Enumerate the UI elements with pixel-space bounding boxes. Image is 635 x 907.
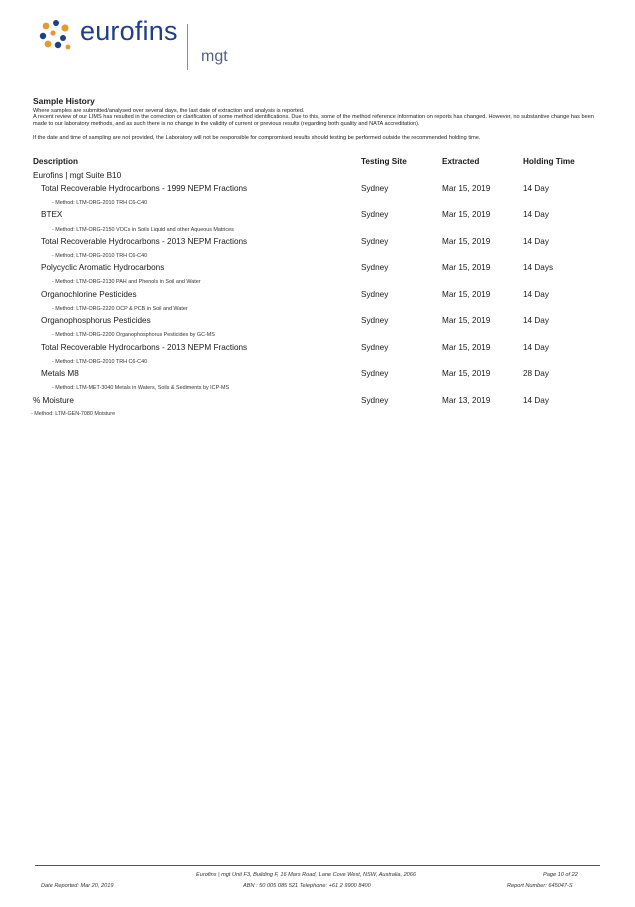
intro-text-3: If the date and time of sampling are not provided, the Laboratory will not be responsible for compromised results should testing be performed outside the recommended holding time. — [33, 135, 481, 141]
row-extracted: Mar 15, 2019 — [442, 290, 491, 299]
row-description: Metals M8 — [41, 369, 79, 378]
sub-brand: mgt — [201, 48, 228, 65]
row-holding: 28 Day — [523, 369, 549, 378]
table-row — [32, 263, 602, 277]
eurofins-logo — [38, 14, 258, 70]
header-testing-site: Testing Site — [361, 157, 407, 166]
intro-text-2: A recent review of our LIMS has resulted in the correction or clarification of some method identifications. Due to this, some of the method reference information on reports has changed. However, no substantive change has been made to our laboratory methods, and as such there is no change in the validity of current or previous results (regarding both quality and NATA accreditation). — [33, 114, 594, 127]
row-holding: 14 Day — [523, 184, 549, 193]
header-holding-time: Holding Time — [523, 157, 575, 166]
row-site: Sydney — [361, 369, 389, 378]
row-site: Sydney — [361, 343, 389, 352]
table-row — [32, 210, 602, 224]
row-holding: 14 Day — [523, 290, 549, 299]
row-holding: 14 Day — [523, 396, 549, 405]
row-method: - Method: LTM-ORG-2130 PAH and Phenols in Soil and Water — [52, 279, 201, 285]
row-extracted: Mar 15, 2019 — [442, 210, 491, 219]
row-holding: 14 Day — [523, 343, 549, 352]
row-holding: 14 Day — [523, 316, 549, 325]
row-extracted: Mar 15, 2019 — [442, 263, 491, 272]
footer-divider — [35, 865, 600, 866]
footer-abn: ABN : 50 005 085 521 Telephone: +61 2 9900 8400 — [243, 883, 371, 889]
table-row — [32, 290, 602, 304]
row-holding: 14 Day — [523, 237, 549, 246]
row-description: BTEX — [41, 210, 63, 219]
logo-divider — [187, 24, 188, 70]
row-site: Sydney — [361, 396, 389, 405]
row-extracted: Mar 15, 2019 — [442, 369, 491, 378]
row-extracted: Mar 15, 2019 — [442, 343, 491, 352]
table-row — [32, 316, 602, 330]
section-title: Sample History — [33, 96, 95, 106]
row-site: Sydney — [361, 210, 389, 219]
row-extracted: Mar 15, 2019 — [442, 184, 491, 193]
row-site: Sydney — [361, 263, 389, 272]
row-description: Total Recoverable Hydrocarbons - 1999 NEPM Fractions — [41, 184, 248, 193]
row-description: Organochlorine Pesticides — [41, 290, 137, 299]
row-description: Total Recoverable Hydrocarbons - 2013 NEPM Fractions — [41, 237, 248, 246]
row-method: - Method: LTM-ORG-2010 TRH C6-C40 — [52, 200, 148, 206]
row-site: Sydney — [361, 184, 389, 193]
eurofins-dots-icon — [38, 18, 74, 54]
footer-address: Eurofins | mgt Unit F3, Building F, 16 Mars Road, Lane Cove West, NSW, Australia, 2066 — [196, 872, 417, 878]
footer-report-number: Report Number: 645047-S — [507, 883, 573, 889]
footer-page-number: Page 10 of 22 — [543, 872, 578, 878]
row-method: - Method: LTM-ORG-2010 TRH C6-C40 — [52, 253, 148, 259]
row-holding: 14 Days — [523, 263, 554, 272]
row-method: - Method: LTM-ORG-2010 TRH C6-C40 — [52, 359, 148, 365]
row-method: - Method: LTM-GEN-7080 Moisture — [31, 411, 116, 417]
row-extracted: Mar 15, 2019 — [442, 316, 491, 325]
table-row — [32, 369, 602, 383]
table-row — [32, 343, 602, 357]
suite-name: Eurofins | mgt Suite B10 — [33, 171, 122, 180]
row-description: Organophosphorus Pesticides — [41, 316, 151, 325]
row-holding: 14 Day — [523, 210, 549, 219]
row-site: Sydney — [361, 316, 389, 325]
row-method: - Method: LTM-ORG-2200 Organophosphorus Pesticides by GC-MS — [52, 332, 215, 338]
row-description: Polycyclic Aromatic Hydrocarbons — [41, 263, 165, 272]
row-method: - Method: LTM-ORG-2220 OCP & PCB in Soil and Water — [52, 306, 188, 312]
row-site: Sydney — [361, 290, 389, 299]
footer-date-reported: Date Reported: Mar 20, 2019 — [41, 883, 114, 889]
header-description: Description — [33, 157, 79, 166]
row-description: % Moisture — [33, 396, 74, 405]
row-method: - Method: LTM-ORG-2150 VOCs in Soils Liquid and other Aqueous Matrices — [52, 227, 234, 233]
brand-name: eurofins — [80, 16, 178, 46]
table-row — [32, 237, 602, 251]
header-extracted: Extracted — [442, 157, 480, 166]
table-row-moisture — [32, 396, 602, 410]
row-description: Total Recoverable Hydrocarbons - 2013 NEPM Fractions — [41, 343, 248, 352]
row-extracted: Mar 15, 2019 — [442, 237, 491, 246]
intro-text-1: Where samples are submitted/analysed over several days, the last date of extraction and analysis is reported. — [33, 108, 305, 114]
row-extracted: Mar 13, 2019 — [442, 396, 491, 405]
table-row — [32, 184, 602, 198]
row-site: Sydney — [361, 237, 389, 246]
row-method: - Method: LTM-MET-3040 Metals in Waters, Soils & Sediments by ICP-MS — [52, 385, 230, 391]
